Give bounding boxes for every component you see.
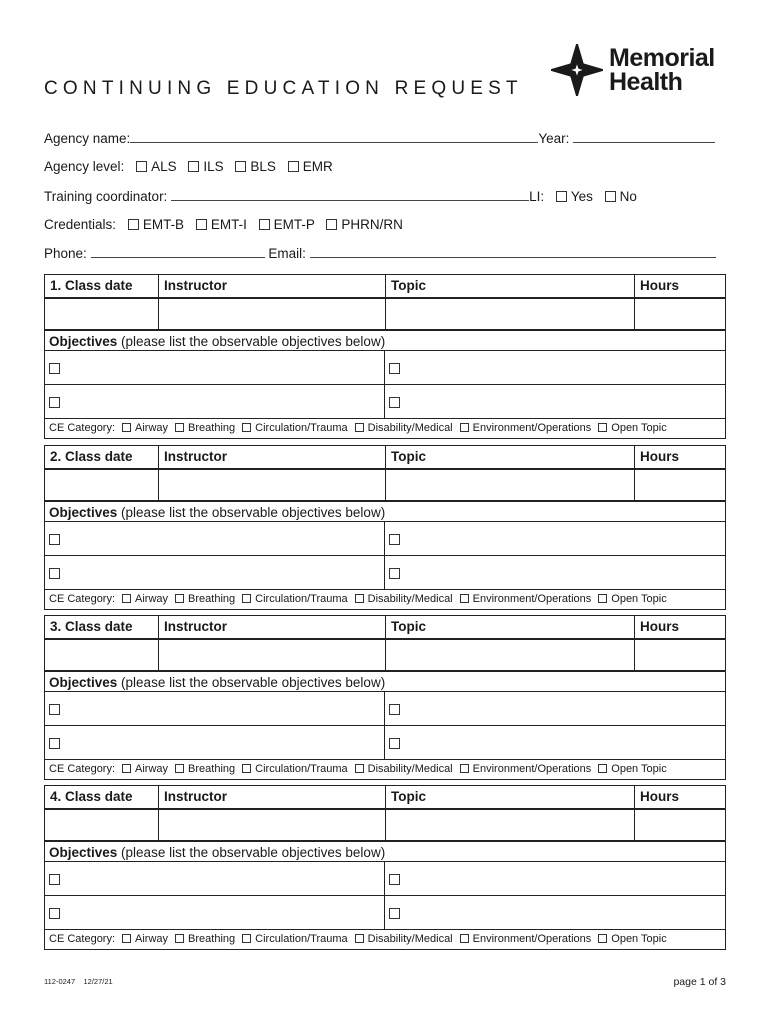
checkbox-als[interactable] — [136, 161, 147, 172]
ce-category-option: Disability/Medical — [367, 933, 453, 945]
objective-field[interactable] — [385, 556, 725, 589]
form-date: 12/27/21 — [83, 977, 113, 986]
instructor-field[interactable] — [159, 470, 386, 500]
class-entry-row — [45, 299, 725, 331]
logo-star-icon — [551, 44, 603, 96]
instructor-header: Instructor — [159, 616, 386, 638]
ce-category-option: Airway — [135, 593, 169, 605]
class-date-field[interactable] — [45, 299, 159, 329]
class-header-row — [45, 446, 725, 470]
objective-checkbox[interactable] — [389, 363, 400, 374]
checkbox-ce-category[interactable] — [460, 934, 469, 943]
class-date-field[interactable] — [45, 470, 159, 500]
checkbox-ce-category[interactable] — [175, 934, 184, 943]
class-block-4 — [44, 785, 726, 950]
objective-checkbox[interactable] — [49, 704, 60, 715]
objectives-row — [45, 556, 725, 590]
topic-field[interactable] — [386, 470, 635, 500]
email-label: Email: — [268, 246, 306, 261]
ce-category-option: Disability/Medical — [367, 422, 453, 434]
objective-field[interactable] — [45, 896, 385, 929]
objective-field[interactable] — [385, 726, 725, 759]
class-date-header: 3. Class date — [45, 616, 159, 638]
ce-category-option: Open Topic — [611, 933, 667, 945]
class-date-header: 4. Class date — [45, 786, 159, 808]
objectives-label: Objectives — [49, 505, 118, 520]
instructor-header: Instructor — [159, 446, 386, 468]
agency-level-row — [44, 159, 333, 174]
ce-category-row — [45, 760, 725, 779]
instructor-header: Instructor — [159, 786, 386, 808]
objective-checkbox[interactable] — [389, 874, 400, 885]
class-date-header: 2. Class date — [45, 446, 159, 468]
ce-category-row — [45, 590, 725, 609]
ce-category-option: Open Topic — [611, 763, 667, 775]
objectives-instruction: (please list the observable objectives below) — [117, 334, 386, 349]
form-id — [44, 977, 113, 986]
training-coordinator-label: Training coordinator: — [44, 189, 168, 204]
checkbox-ce-category[interactable] — [242, 934, 251, 943]
objectives-row — [45, 726, 725, 760]
checkbox-ce-category[interactable] — [122, 423, 131, 432]
li-no-label: No — [619, 189, 637, 204]
hours-header: Hours — [640, 619, 680, 634]
class-date-field[interactable] — [45, 640, 159, 670]
objective-field[interactable] — [385, 896, 725, 929]
ce-category-option: Disability/Medical — [367, 763, 453, 775]
training-coordinator-field[interactable] — [171, 188, 529, 201]
objective-field[interactable] — [45, 522, 385, 555]
checkbox-ce-category[interactable] — [598, 934, 607, 943]
ce-category-option: Environment/Operations — [472, 593, 592, 605]
checkbox-ce-category[interactable] — [175, 764, 184, 773]
checkbox-ce-category[interactable] — [598, 764, 607, 773]
checkbox-ce-category[interactable] — [598, 423, 607, 432]
checkbox-bls[interactable] — [235, 161, 246, 172]
objective-checkbox[interactable] — [49, 738, 60, 749]
ce-category-option: Airway — [135, 422, 169, 434]
emt-i-label: EMT-I — [210, 217, 247, 232]
objective-checkbox[interactable] — [49, 908, 60, 919]
objectives-row — [45, 896, 725, 930]
instructor-field[interactable] — [159, 299, 386, 329]
objectives-row — [45, 862, 725, 896]
objectives-label: Objectives — [49, 675, 118, 690]
topic-field[interactable] — [386, 299, 635, 329]
ce-category-option: Environment/Operations — [472, 422, 592, 434]
checkbox-ce-category[interactable] — [355, 764, 364, 773]
topic-field[interactable] — [386, 810, 635, 840]
objective-field[interactable] — [385, 522, 725, 555]
objective-checkbox[interactable] — [389, 704, 400, 715]
topic-header: Topic — [386, 786, 635, 808]
objective-field[interactable] — [385, 351, 725, 384]
emt-p-label: EMT-P — [273, 217, 315, 232]
agency-name-label: Agency name: — [44, 131, 131, 146]
objective-field[interactable] — [45, 351, 385, 384]
ce-category-option: Breathing — [188, 933, 236, 945]
form-number: 112-0247 — [44, 977, 76, 986]
objectives-instruction: (please list the observable objectives below) — [117, 675, 386, 690]
checkbox-ce-category[interactable] — [355, 423, 364, 432]
objectives-instruction: (please list the observable objectives below) — [117, 505, 386, 520]
ils-label: ILS — [203, 159, 224, 174]
class-entry-row — [45, 470, 725, 502]
checkbox-ce-category[interactable] — [460, 423, 469, 432]
year-field[interactable] — [573, 130, 715, 143]
objective-checkbox[interactable] — [389, 534, 400, 545]
hours-field[interactable] — [635, 470, 725, 500]
checkbox-emt-p[interactable] — [259, 219, 270, 230]
objective-checkbox[interactable] — [389, 738, 400, 749]
class-header-row — [45, 275, 725, 299]
ce-category-option: Circulation/Trauma — [255, 933, 348, 945]
objective-field[interactable] — [45, 726, 385, 759]
ce-category-option: Environment/Operations — [472, 933, 592, 945]
objective-checkbox[interactable] — [389, 397, 400, 408]
objective-checkbox[interactable] — [389, 908, 400, 919]
training-coordinator-row — [44, 188, 637, 204]
objectives-row — [45, 692, 725, 726]
ce-category-option: Airway — [135, 763, 169, 775]
checkbox-ce-category[interactable] — [460, 594, 469, 603]
checkbox-ils[interactable] — [188, 161, 199, 172]
objective-field[interactable] — [45, 385, 385, 418]
checkbox-ce-category[interactable] — [242, 764, 251, 773]
ce-category-option: Airway — [135, 933, 169, 945]
hours-header: Hours — [640, 789, 680, 804]
topic-header: Topic — [386, 616, 635, 638]
year-label: Year: — [538, 131, 570, 146]
checkbox-li-no[interactable] — [605, 191, 616, 202]
objective-checkbox[interactable] — [49, 397, 60, 408]
objectives-label: Objectives — [49, 845, 118, 860]
ce-category-option: Disability/Medical — [367, 593, 453, 605]
objectives-row — [45, 351, 725, 385]
logo-text-line2: Health — [609, 68, 683, 96]
checkbox-ce-category[interactable] — [242, 594, 251, 603]
agency-name-field[interactable] — [130, 130, 538, 143]
objectives-heading — [45, 331, 725, 351]
objectives-heading — [45, 672, 725, 692]
ce-category-option: Breathing — [188, 763, 236, 775]
topic-header: Topic — [386, 275, 635, 297]
class-entry-row — [45, 810, 725, 842]
objective-checkbox[interactable] — [49, 568, 60, 579]
ce-category-option: Circulation/Trauma — [255, 763, 348, 775]
ce-category-row — [45, 930, 725, 949]
objective-field[interactable] — [45, 692, 385, 725]
ce-category-row — [45, 419, 725, 438]
topic-field[interactable] — [386, 640, 635, 670]
ce-category-label: CE Category: — [49, 763, 116, 775]
checkbox-ce-category[interactable] — [355, 594, 364, 603]
class-header-row — [45, 786, 725, 810]
class-date-header: 1. Class date — [45, 275, 159, 297]
objective-checkbox[interactable] — [389, 568, 400, 579]
contact-row — [44, 245, 716, 261]
ce-category-label: CE Category: — [49, 933, 116, 945]
logo-text-line1: Memorial — [609, 44, 715, 72]
class-block-3 — [44, 615, 726, 780]
checkbox-ce-category[interactable] — [598, 594, 607, 603]
ce-category-option: Circulation/Trauma — [255, 422, 348, 434]
objectives-instruction: (please list the observable objectives below) — [117, 845, 386, 860]
ce-category-option: Open Topic — [611, 593, 667, 605]
checkbox-ce-category[interactable] — [122, 764, 131, 773]
checkbox-ce-category[interactable] — [122, 934, 131, 943]
phone-field[interactable] — [91, 245, 265, 258]
objective-checkbox[interactable] — [49, 534, 60, 545]
checkbox-emt-i[interactable] — [196, 219, 207, 230]
phrn-rn-label: PHRN/RN — [341, 217, 403, 232]
ce-category-option: Environment/Operations — [472, 763, 592, 775]
topic-header: Topic — [386, 446, 635, 468]
page-number: page 1 of 3 — [673, 976, 726, 988]
li-label: LI: — [529, 189, 545, 204]
objectives-heading — [45, 502, 725, 522]
checkbox-ce-category[interactable] — [122, 594, 131, 603]
ce-category-option: Breathing — [188, 422, 236, 434]
hours-header: Hours — [640, 449, 680, 464]
ce-category-option: Circulation/Trauma — [255, 593, 348, 605]
instructor-header: Instructor — [159, 275, 386, 297]
objective-field[interactable] — [45, 862, 385, 895]
hours-header: Hours — [640, 278, 680, 293]
credentials-row — [44, 217, 403, 232]
checkbox-ce-category[interactable] — [355, 934, 364, 943]
als-label: ALS — [151, 159, 177, 174]
form-title: CONTINUING EDUCATION REQUEST — [44, 78, 523, 99]
hours-field[interactable] — [635, 299, 725, 329]
ce-category-label: CE Category: — [49, 422, 116, 434]
objectives-row — [45, 522, 725, 556]
checkbox-emt-b[interactable] — [128, 219, 139, 230]
objective-field[interactable] — [385, 692, 725, 725]
phone-label: Phone: — [44, 246, 87, 261]
objective-checkbox[interactable] — [49, 874, 60, 885]
objective-checkbox[interactable] — [49, 363, 60, 374]
class-header-row — [45, 616, 725, 640]
email-field[interactable] — [310, 245, 716, 258]
instructor-field[interactable] — [159, 640, 386, 670]
agency-level-label: Agency level: — [44, 159, 125, 174]
checkbox-ce-category[interactable] — [175, 594, 184, 603]
emt-b-label: EMT-B — [142, 217, 185, 232]
objective-field[interactable] — [385, 862, 725, 895]
objectives-row — [45, 385, 725, 419]
checkbox-li-yes[interactable] — [556, 191, 567, 202]
li-yes-label: Yes — [570, 189, 593, 204]
objectives-label: Objectives — [49, 334, 118, 349]
checkbox-phrn-rn[interactable] — [326, 219, 337, 230]
checkbox-ce-category[interactable] — [175, 423, 184, 432]
objective-field[interactable] — [45, 556, 385, 589]
ce-category-option: Breathing — [188, 593, 236, 605]
class-block-1 — [44, 274, 726, 439]
agency-name-row — [44, 130, 715, 146]
hours-field[interactable] — [635, 640, 725, 670]
objective-field[interactable] — [385, 385, 725, 418]
checkbox-ce-category[interactable] — [242, 423, 251, 432]
instructor-field[interactable] — [159, 810, 386, 840]
ce-category-label: CE Category: — [49, 593, 116, 605]
class-block-2 — [44, 445, 726, 610]
bls-label: BLS — [250, 159, 276, 174]
emr-label: EMR — [302, 159, 333, 174]
objectives-heading — [45, 842, 725, 862]
class-date-field[interactable] — [45, 810, 159, 840]
ce-category-option: Open Topic — [611, 422, 667, 434]
checkbox-emr[interactable] — [288, 161, 299, 172]
credentials-label: Credentials: — [44, 217, 117, 232]
checkbox-ce-category[interactable] — [460, 764, 469, 773]
class-entry-row — [45, 640, 725, 672]
hours-field[interactable] — [635, 810, 725, 840]
